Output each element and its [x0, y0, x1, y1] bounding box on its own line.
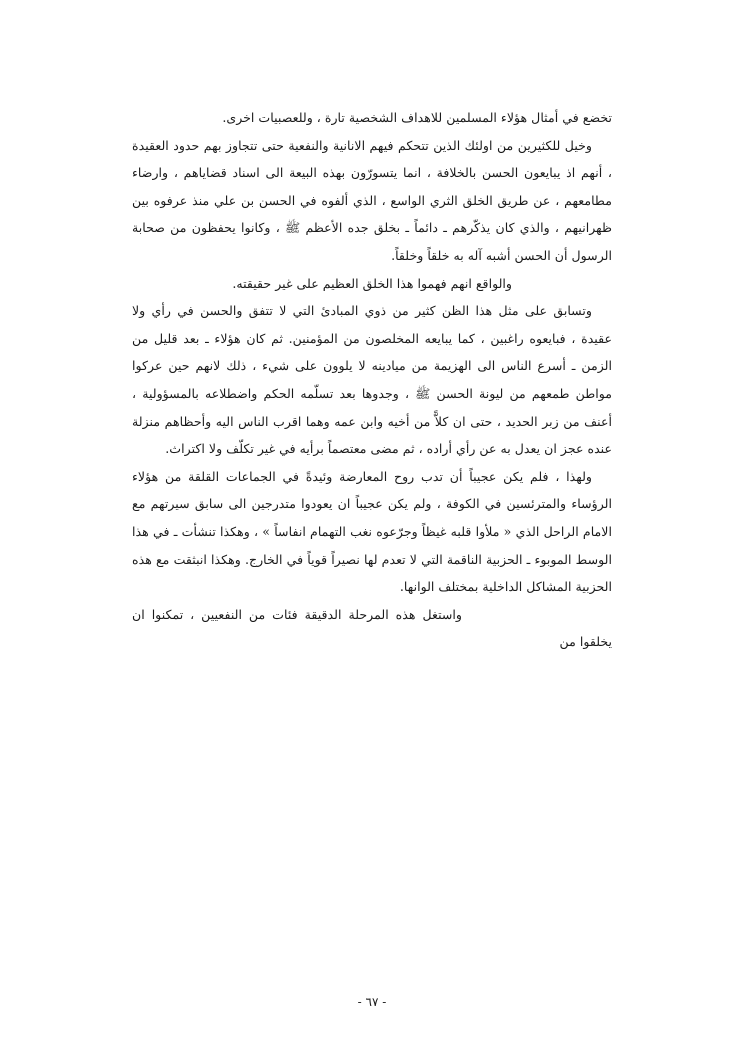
paragraph-3: والواقع انهم فهموا هذا الخلق العظيم على غير حقيقته. — [232, 275, 512, 291]
paragraph-5: ولهذا ، فلم يكن عجيباً أن تدب روح المعارضة وئيدةً في الجماعات القلقة من هؤلاء الرؤساء والمترئسين في الكوفة ، ولم يكن عجيباً ان يعودوا متدرجين الى سابق سيرتهم مع الامام الراحل الذي « ملأوا قلبه غيظاً وجرّعوه نغب التهمام انفاساً » ، وهكذا تنشأت ـ في هذا الوسط الموبوء ـ الحزبية الناقمة التي لا تعدم لها نصيراً قوياً في الخارج. وهكذا انبثقت مع هذه الحزبية المشاكل الداخلية بمختلف الوانها. — [132, 468, 612, 595]
paragraph-1: تخضع في أمثال هؤلاء المسلمين للاهداف الشخصية تارة ، وللعصبيات اخرى. — [222, 110, 612, 125]
paragraph-4: وتسابق على مثل هذا الظن كثير من ذوي المبادئ التي لا تتفق والحسن في رأي ولا عقيدة ، فبايعوه راغبين ، كما يبايعه المخلصون من المؤمنين. ثم كان هؤلاء ـ بعد قليل من الزمن ـ أسرع الناس الى الهزيمة من ميادينه لا يلوون على شيء ، ذلك لانهم حين عركوا مواطن طمعهم من ليونة الحسن ﷺ ، وجدوها بعد تسلّمه الحكم واضطلاعه بالمسؤولية ، أعنف من زبر الحديد ، حتى ان كلاًّ من أخيه وابن عمه وهما اقرب الناس اليه وأحظاهم منزلة عنده عجز ان يعدل به عن رأي أراده ، ثم مضى معتصماً برأيه في غير تكلّف ولا اكتراث. — [132, 303, 612, 457]
body-text — [132, 104, 612, 656]
page-number: - ٦٧ - — [357, 995, 387, 1009]
paragraph-2: وخيل للكثيرين من اولئك الذين تتحكم فيهم الانانية والنفعية حتى تتجاوز بهم حدود العقيدة ، أنهم اذ يبايعون الحسن بالخلافة ، انما يتسورّون بهذه البيعة الى اسناد قضاياهم ، وارضاء مطامعهم ، عن طريق الخلق الثري الواسع ، الذي ألفوه في الحسن بن علي منذ عرفوه بين ظهرانيهم ، والذي كان يذكّرهم ـ دائماً ـ بخلق جده الأعظم ﷺ ، وكانوا يحفظون من صحابة الرسول أن الحسن أشبه آله به خلقاً وخلقاً. — [132, 137, 612, 263]
paragraph-6: واستغل هذه المرحلة الدقيقة فئات من النفعيين ، تمكنوا ان يخلقوا من — [132, 606, 612, 650]
